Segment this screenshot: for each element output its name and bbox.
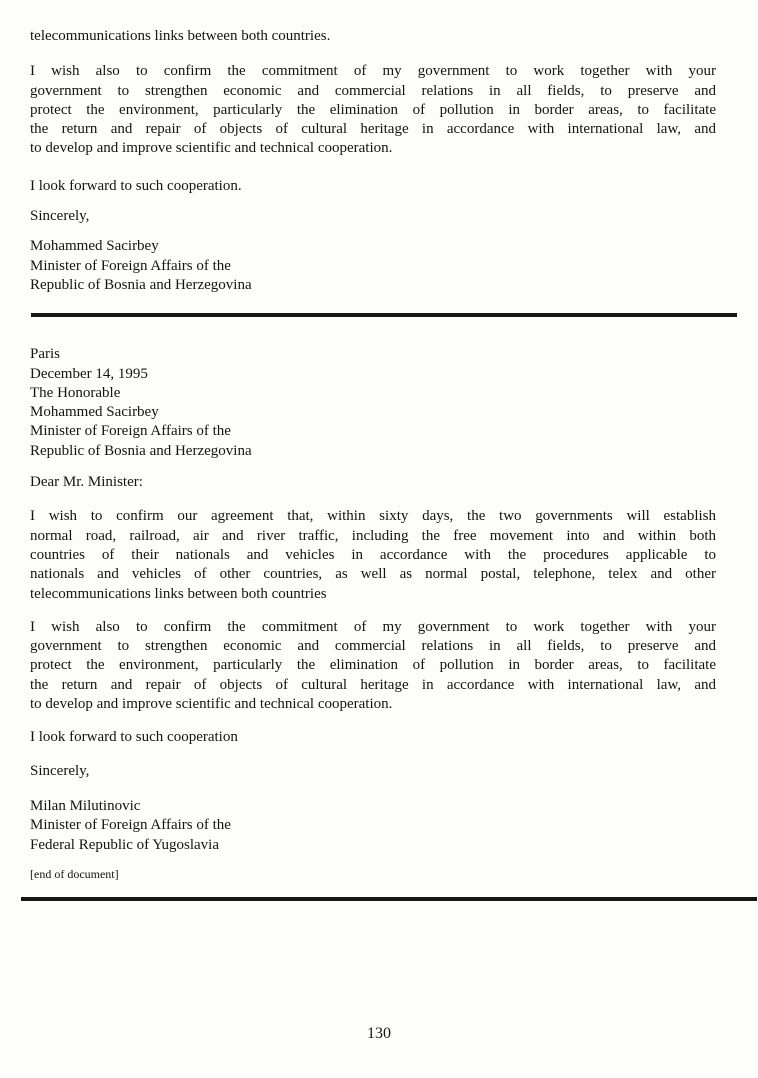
text-line: normal road, railroad, air and river traffic, including the free movement into and within both (30, 527, 716, 544)
section-divider-top (31, 313, 737, 317)
text-line: telecommunications links between both countries (30, 585, 327, 602)
text-line: Mohammed Sacirbey (30, 238, 159, 255)
letter1-paragraph (30, 62, 716, 158)
letter2-paragraph-2 (30, 618, 716, 714)
text-line: countries of their nationals and vehicles in accordance with the procedures applicable to (30, 546, 716, 563)
text-line: Paris (30, 346, 60, 363)
text-line: I wish to confirm our agreement that, within sixty days, the two governments will establish (30, 508, 716, 525)
text-line: Minister of Foreign Affairs of the (30, 817, 231, 834)
text-line: Minister of Foreign Affairs of the (30, 423, 231, 440)
text-line: to develop and improve scientific and technical cooperation. (30, 696, 393, 713)
text-line: protect the environment, particularly the elimination of pollution in border areas, to facilitate (30, 101, 716, 118)
text-line: December 14, 1995 (30, 365, 148, 382)
text-line: Mohammed Sacirbey (30, 404, 159, 421)
letter2-salutation: Dear Mr. Minister: (30, 474, 143, 491)
text-line: government to strengthen economic and commercial relations in all fields, to preserve and (30, 638, 716, 655)
text-line: to develop and improve scientific and technical cooperation. (30, 140, 393, 157)
text-line: the return and repair of objects of cultural heritage in accordance with international law, and (30, 121, 716, 138)
section-divider-bottom (21, 897, 757, 901)
letter1-closing-line: I look forward to such cooperation. (30, 177, 242, 194)
text-line: Milan Milutinovic (30, 797, 141, 814)
text-line: Minister of Foreign Affairs of the (30, 257, 231, 274)
end-of-document-marker: [end of document] (30, 866, 119, 881)
text-line: Republic of Bosnia and Herzegovina (30, 442, 252, 459)
text-line: the return and repair of objects of cultural heritage in accordance with international law, and (30, 676, 716, 693)
text-line: government to strengthen economic and commercial relations in all fields, to preserve and (30, 82, 716, 99)
text-line: nationals and vehicles of other countries, as well as normal postal, telephone, telex and other (30, 566, 716, 583)
letter2-closing-line: I look forward to such cooperation (30, 729, 238, 746)
letter2-paragraph-1 (30, 507, 716, 603)
text-line: The Honorable (30, 384, 121, 401)
letter2-heading-block (30, 345, 716, 461)
text-line: I wish also to confirm the commitment of my government to work together with your (30, 63, 716, 80)
text-line: protect the environment, particularly the elimination of pollution in border areas, to facilitate (30, 657, 716, 674)
text-line: I wish also to confirm the commitment of my government to work together with your (30, 618, 716, 635)
letter1-signoff: Sincerely, (30, 208, 90, 225)
text-line: Republic of Bosnia and Herzegovina (30, 276, 252, 293)
page-number: 130 (367, 1025, 391, 1042)
letter2-signoff: Sincerely, (30, 762, 90, 779)
text-line: Federal Republic of Yugoslavia (30, 836, 219, 853)
letter1-continuation-line: telecommunications links between both countries. (30, 28, 331, 44)
letter1-signature-block (30, 237, 716, 295)
letter2-signature-block (30, 797, 716, 855)
